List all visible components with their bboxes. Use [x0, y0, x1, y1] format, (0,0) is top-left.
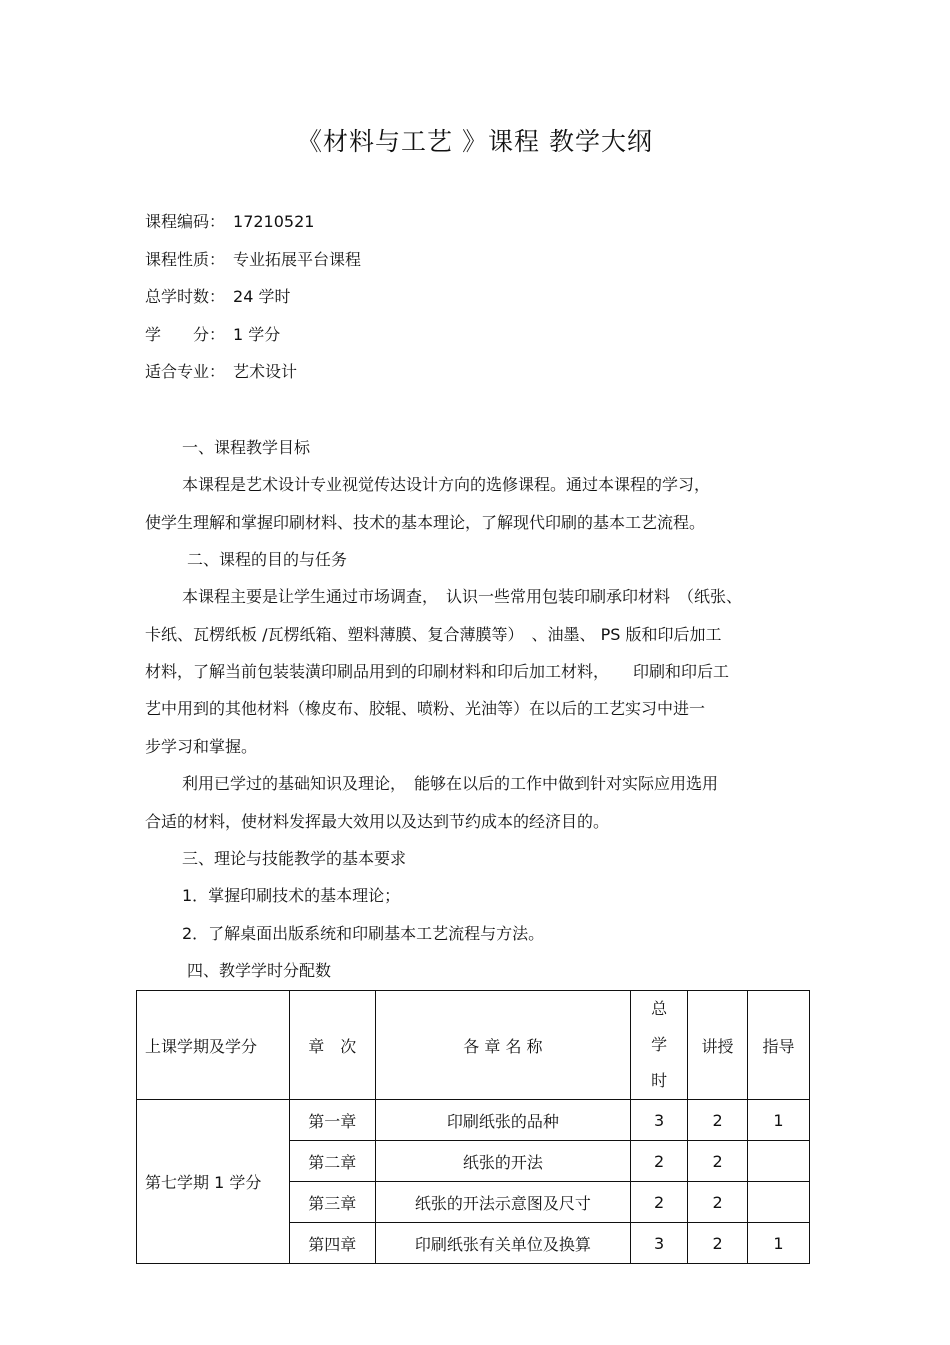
lecture-hours-cell: 2	[688, 1182, 748, 1223]
paragraph-line: 卡纸、瓦楞纸板 /瓦楞纸箱、塑料薄膜、复合薄膜等） 、油墨、 PS 版和印后加工	[145, 625, 722, 644]
section-heading-purpose: 二、课程的目的与任务	[187, 550, 348, 569]
paragraph-line: 本课程主要是让学生通过市场调查， 认识一些常用包装印刷承印材料 （纸张、	[182, 587, 743, 606]
guide-hours-cell: 1	[748, 1223, 810, 1264]
paragraph-line: 步学习和掌握。	[145, 737, 258, 756]
info-value: 1 学分	[233, 325, 281, 344]
total-hours-cell: 3	[631, 1100, 688, 1141]
chapter-name-cell: 纸张的开法示意图及尺寸	[375, 1182, 631, 1223]
guide-hours-cell	[748, 1141, 810, 1182]
document-title: 《材料与工艺 》课程 教学大纲	[297, 127, 653, 156]
chapter-name-cell: 印刷纸张的品种	[375, 1100, 631, 1141]
chapter-cell: 第四章	[289, 1223, 375, 1264]
lecture-hours-cell: 2	[688, 1141, 748, 1182]
header-lecture: 讲授	[688, 991, 748, 1100]
header-chapter: 章 次	[289, 991, 375, 1100]
section-heading-objectives: 一、课程教学目标	[182, 438, 311, 457]
total-hours-cell: 3	[631, 1223, 688, 1264]
paragraph-line: 艺中用到的其他材料（橡皮布、胶辊、喷粉、光油等）在以后的工艺实习中进一	[145, 699, 706, 718]
header-term: 上课学期及学分	[137, 991, 290, 1100]
lecture-hours-cell: 2	[688, 1223, 748, 1264]
paragraph-line: 材料，了解当前包装装潢印刷品用到的印刷材料和印后加工材料， 印刷和印后工	[145, 662, 730, 681]
paragraph-line: 使学生理解和掌握印刷材料、技术的基本理论，了解现代印刷的基本工艺流程。	[145, 513, 706, 532]
header-guide: 指导	[748, 991, 810, 1100]
table-header-row	[137, 991, 810, 1100]
info-value: 艺术设计	[233, 362, 298, 381]
header-total-hours	[631, 991, 688, 1100]
info-value: 24 学时	[233, 287, 291, 306]
total-hours-cell: 2	[631, 1182, 688, 1223]
info-label: 课程性质：	[145, 250, 226, 269]
info-label: 学 分：	[145, 325, 226, 344]
header-chapter-name: 各 章 名 称	[375, 991, 631, 1100]
guide-hours-cell	[748, 1182, 810, 1223]
paragraph-line: 合适的材料，使材料发挥最大效用以及达到节约成本的经济目的。	[145, 812, 610, 831]
paragraph-line: 本课程是艺术设计专业视觉传达设计方向的选修课程。通过本课程的学习，	[182, 475, 711, 494]
info-label: 课程编码：	[145, 212, 226, 231]
section-heading-requirements: 三、理论与技能教学的基本要求	[182, 849, 407, 868]
chapter-name-cell: 纸张的开法	[375, 1141, 631, 1182]
table-row	[137, 1100, 810, 1141]
paragraph-line: 利用已学过的基础知识及理论， 能够在以后的工作中做到针对实际应用选用	[182, 774, 719, 793]
chapter-cell: 第二章	[289, 1141, 375, 1182]
term-cell: 第七学期 1 学分	[137, 1100, 290, 1264]
list-item: 2．了解桌面出版系统和印刷基本工艺流程与方法。	[182, 924, 545, 943]
info-value: 17210521	[233, 212, 315, 231]
total-hours-cell: 2	[631, 1141, 688, 1182]
info-label: 适合专业：	[145, 362, 226, 381]
chapter-cell: 第三章	[289, 1182, 375, 1223]
info-row-course-code	[145, 210, 314, 234]
hours-allocation-table	[136, 990, 810, 1264]
info-value: 专业拓展平台课程	[233, 250, 362, 269]
guide-hours-cell: 1	[748, 1100, 810, 1141]
header-total-hours-label: 总学时	[651, 999, 668, 1090]
info-row-course-type	[145, 248, 361, 272]
list-item: 1．掌握印刷技术的基本理论；	[182, 886, 401, 905]
chapter-cell: 第一章	[289, 1100, 375, 1141]
lecture-hours-cell: 2	[688, 1100, 748, 1141]
section-heading-hours: 四、教学学时分配数	[187, 961, 332, 980]
info-row-total-hours	[145, 285, 290, 309]
info-row-credits	[145, 323, 280, 347]
info-label: 总学时数：	[145, 287, 226, 306]
info-row-major	[145, 360, 297, 384]
chapter-name-cell: 印刷纸张有关单位及换算	[375, 1223, 631, 1264]
